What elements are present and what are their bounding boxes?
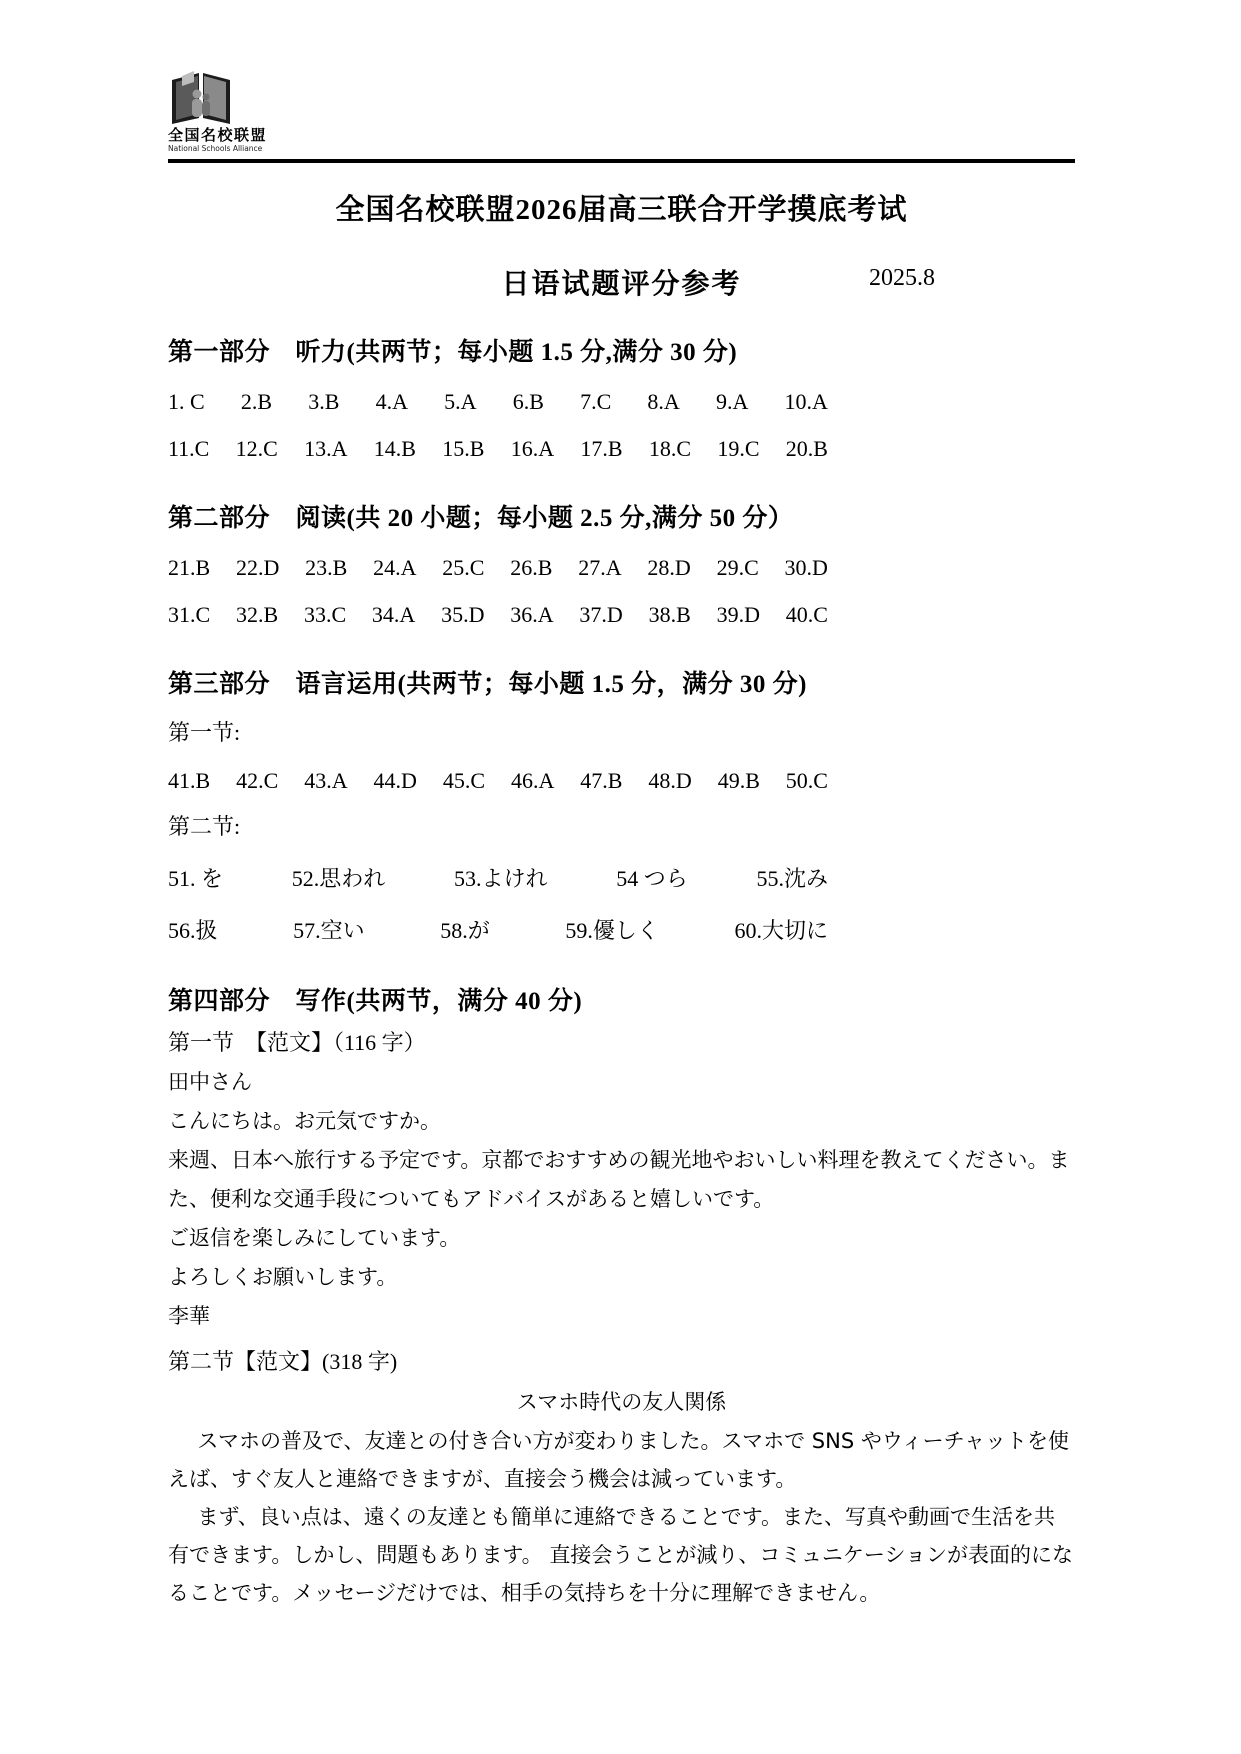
- answer-item: 46.A: [510, 768, 555, 793]
- language-use-part2-label: 第二节:: [168, 814, 241, 839]
- answer-item: 51. を: [168, 866, 224, 891]
- answer-item: 10.A: [784, 389, 828, 414]
- answer-item: 52.思われ: [291, 866, 386, 891]
- essay-paragraph: まず、良い点は、遠くの友達とも簡単に連絡できることです。また、写真や動画で生活を共有できます。しかし、問題もあります。 直接会うことが減り、コミュニケーションが表面的になることです。メッセージだけでは、相手の気持ちを十分に理解できません。: [168, 1505, 1074, 1605]
- answer-item: 17.B: [580, 436, 623, 461]
- section-listening: [168, 332, 1075, 462]
- letter-line: 田中さん: [168, 1070, 252, 1094]
- page-header: [168, 70, 1075, 163]
- answer-item: 35.D: [441, 602, 485, 627]
- answer-item: 6.B: [512, 389, 544, 414]
- letter-line: ご返信を楽しみにしています。: [168, 1226, 461, 1250]
- answer-item: 49.B: [717, 768, 760, 793]
- answer-item: 39.D: [716, 602, 760, 627]
- answer-item: 11.C: [168, 436, 210, 461]
- answer-item: 31.C: [168, 602, 211, 627]
- answer-item: 37.D: [579, 602, 623, 627]
- answer-item: 48.D: [648, 768, 692, 793]
- answer-row-41-50: [168, 768, 828, 794]
- answer-item: 41.B: [168, 768, 211, 793]
- answer-item: 47.B: [580, 768, 623, 793]
- answer-item: 58.が: [440, 918, 490, 943]
- answer-item: 55.沈み: [756, 866, 828, 891]
- answer-item: 16.A: [510, 436, 555, 461]
- page-title: 全国名校联盟2026届高三联合开学摸底考试: [335, 194, 908, 226]
- answer-item: 32.B: [235, 602, 279, 627]
- section-reading: [168, 498, 1075, 628]
- answer-item: 19.C: [717, 436, 760, 461]
- answer-item: 27.A: [578, 555, 622, 580]
- letter-line: よろしくお願いします。: [168, 1265, 398, 1289]
- answer-item: 15.B: [442, 436, 485, 461]
- answer-row-56-60: [168, 914, 828, 945]
- logo-org-name-cn: 全国名校联盟: [168, 126, 268, 144]
- section-heading-language-use: 第三部分 语言运用(共两节；每小题 1.5 分，满分 30 分): [168, 671, 807, 698]
- exam-date: 2025.8: [869, 265, 935, 291]
- answer-item: 60.大切に: [734, 918, 828, 943]
- answer-item: 57.空い: [293, 918, 365, 943]
- answer-item: 56.扱: [168, 918, 218, 943]
- section-heading-writing: 第四部分 写作(共两节，满分 40 分): [168, 988, 583, 1015]
- essay-paragraph: スマホの普及で、友達との付き合い方が変わりました。スマホで SNS やウィーチャットを使えば、すぐ友人と連絡できますが、直接会う機会は減っています。: [168, 1429, 1069, 1491]
- answer-item: 38.B: [648, 602, 691, 627]
- answer-item: 14.B: [373, 436, 416, 461]
- answer-item: 12.C: [235, 436, 278, 461]
- answer-item: 43.A: [304, 768, 348, 793]
- answer-row-21-30: [168, 555, 828, 581]
- answer-item: 44.D: [373, 768, 417, 793]
- logo-org-name-en: National Schools Alliance: [168, 144, 263, 153]
- language-use-part1-label: 第一节:: [168, 720, 241, 745]
- answer-item: 26.B: [510, 555, 553, 580]
- writing-part2-label: 第二节【范文】(318 字): [168, 1349, 398, 1374]
- answer-item: 4.A: [375, 389, 408, 414]
- answer-item: 36.A: [510, 602, 554, 627]
- section-heading-reading: 第二部分 阅读(共 20 小题；每小题 2.5 分,满分 50 分）: [168, 505, 794, 532]
- letter-line: 来週、日本へ旅行する予定です。京都でおすすめの観光地やおいしい料理を教えてください。また、便利な交通手段についてもアドバイスがあると嬉しいです。: [168, 1148, 1070, 1211]
- answer-item: 13.A: [304, 436, 348, 461]
- answer-item: 28.D: [647, 555, 691, 580]
- page-subtitle: 日语试题评分参考: [501, 269, 742, 300]
- answer-item: 33.C: [303, 602, 347, 627]
- section-language-use: [168, 664, 1075, 945]
- answer-item: 20.B: [785, 436, 828, 461]
- letter-line: こんにちは。お元気ですか。: [168, 1109, 441, 1133]
- answer-item: 7.C: [580, 389, 612, 414]
- answer-row-31-40: [168, 602, 828, 628]
- answer-item: 21.B: [168, 555, 211, 580]
- answer-item: 34.A: [371, 602, 416, 627]
- alliance-logo: [168, 70, 298, 154]
- answer-item: 3.B: [308, 389, 340, 414]
- answer-item: 45.C: [442, 768, 486, 793]
- writing-part1-label: 第一节 【范文】（116 字）: [168, 1030, 426, 1055]
- answer-item: 29.C: [716, 555, 759, 580]
- answer-item: 2.B: [240, 389, 273, 414]
- answer-row-1-10: [168, 389, 828, 415]
- answer-item: 8.A: [647, 389, 680, 414]
- answer-row-51-55: [168, 862, 828, 893]
- answer-item: 18.C: [648, 436, 692, 461]
- answer-item: 40.C: [785, 602, 828, 627]
- answer-item: 50.C: [785, 768, 828, 793]
- answer-item: 22.D: [235, 555, 280, 580]
- answer-row-11-20: [168, 436, 828, 462]
- section-heading-listening: 第一部分 听力(共两节；每小题 1.5 分,满分 30 分): [168, 339, 738, 366]
- answer-item: 25.C: [442, 555, 485, 580]
- answer-item: 54 つら: [616, 866, 688, 891]
- open-book-icon: [168, 70, 298, 126]
- answer-item: 53.よけれ: [453, 866, 548, 891]
- answer-item: 30.D: [784, 555, 828, 580]
- answer-item: 23.B: [305, 555, 348, 580]
- subtitle-row: [168, 262, 1075, 300]
- answer-item: 59.優しく: [565, 918, 659, 943]
- answer-item: 24.A: [373, 555, 417, 580]
- answer-item: 9.A: [715, 389, 749, 414]
- answer-item: 1. C: [168, 389, 205, 414]
- letter-signature: 李華: [168, 1304, 210, 1328]
- section-writing: [168, 981, 1075, 1612]
- essay-title: スマホ時代の友人関係: [516, 1390, 727, 1414]
- answer-item: 5.A: [444, 389, 477, 414]
- answer-item: 42.C: [236, 768, 279, 793]
- header-divider: [168, 159, 1075, 163]
